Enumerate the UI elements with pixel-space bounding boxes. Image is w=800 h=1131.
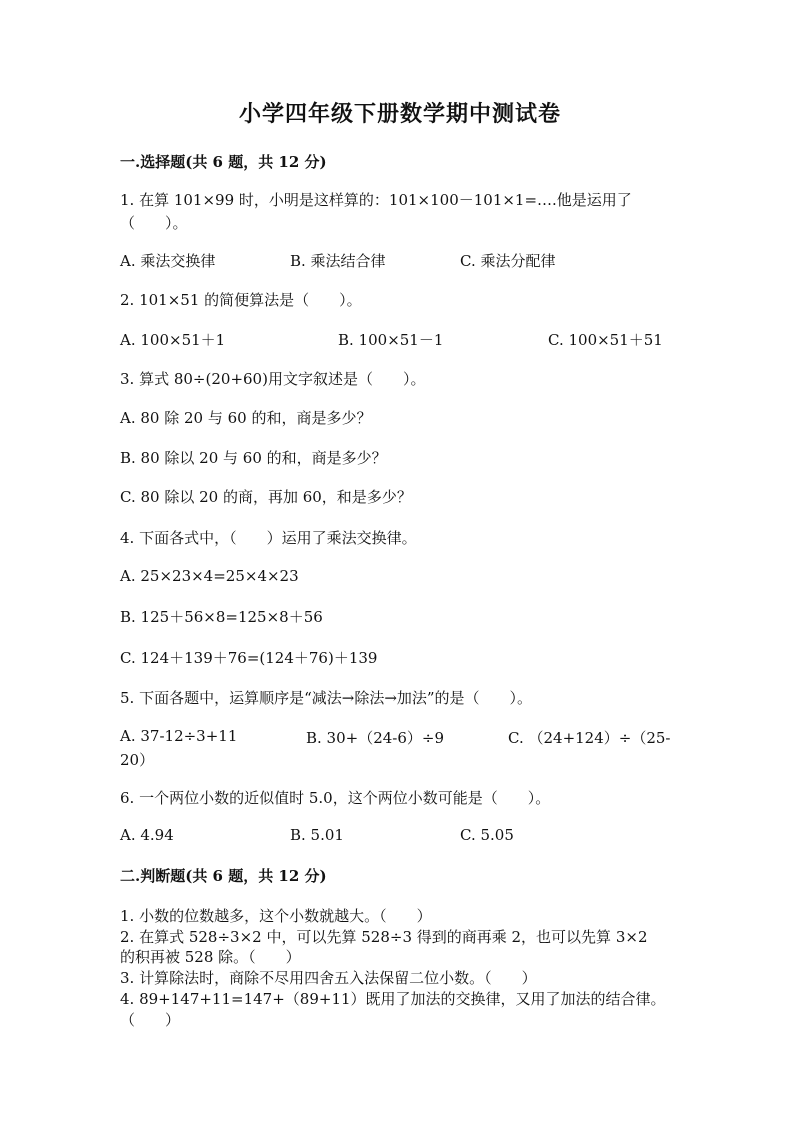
- q6-option-c: C. 5.05: [460, 826, 514, 844]
- q2-text: 2. 101×51 的简便算法是（ ）。: [120, 291, 362, 309]
- q1-option-a: A. 乘法交换律: [120, 252, 216, 270]
- q5-option-a: A. 37-12÷3+11: [120, 727, 238, 745]
- q3-option-c: C. 80 除以 20 的商，再加 60，和是多少？: [120, 488, 412, 506]
- q4-text: 4. 下面各式中，（ ）运用了乘法交换律。: [120, 529, 417, 547]
- q4-option-c: C. 124＋139＋76=(124＋76)＋139: [120, 649, 378, 667]
- judge-item-2: 2. 在算式 528÷3×2 中，可以先算 528÷3 得到的商再乘 2，也可以先算 3×2: [120, 928, 648, 946]
- q1-text-line2: （ ）。: [120, 214, 188, 232]
- q4-option-a: A. 25×23×4=25×4×23: [120, 567, 299, 585]
- section-1-heading: 一.选择题(共 6 题，共 12 分): [120, 153, 327, 171]
- page-title: 小学四年级下册数学期中测试卷: [238, 101, 561, 127]
- q6-option-a: A. 4.94: [120, 826, 174, 844]
- q1-text-line1: 1. 在算 101×99 时，小明是这样算的：101×100－101×1=….他是运用了: [120, 191, 632, 209]
- q3-text: 3. 算式 80÷(20+60)用文字叙述是（ ）。: [120, 370, 426, 388]
- q2-option-c: C. 100×51＋51: [548, 331, 663, 349]
- q6-text: 6. 一个两位小数的近似值时 5.0，这个两位小数可能是（ ）。: [120, 789, 551, 807]
- q1-option-c: C. 乘法分配律: [460, 252, 556, 270]
- judge-item-4: 4. 89+147+11=147+（89+11）既用了加法的交换律，又用了加法的结合律。: [120, 990, 666, 1008]
- q2-option-a: A. 100×51＋1: [120, 331, 226, 349]
- q5-text: 5. 下面各题中，运算顺序是“减法→除法→加法”的是（ ）。: [120, 689, 533, 707]
- q5-option-b: B. 30+（24-6）÷9: [306, 729, 445, 747]
- judge-item-4-continued: （ ）: [120, 1011, 181, 1029]
- judge-item-2-continued: 的积再被 528 除。（ ）: [120, 948, 301, 966]
- q3-option-b: B. 80 除以 20 与 60 的和，商是多少？: [120, 449, 387, 467]
- q5-option-c-continued: 20）: [120, 751, 155, 769]
- judge-item-1: 1. 小数的位数越多，这个小数就越大。（ ）: [120, 907, 432, 925]
- q3-option-a: A. 80 除 20 与 60 的和，商是多少？: [120, 409, 372, 427]
- q1-option-b: B. 乘法结合律: [290, 252, 386, 270]
- q5-option-c: C. （24+124）÷（25-: [508, 729, 671, 747]
- section-2-heading: 二.判断题(共 6 题，共 12 分): [120, 867, 327, 885]
- q6-option-b: B. 5.01: [290, 826, 344, 844]
- q4-option-b: B. 125＋56×8=125×8＋56: [120, 608, 323, 626]
- q2-option-b: B. 100×51－1: [338, 331, 444, 349]
- judge-item-3: 3. 计算除法时，商除不尽用四舍五入法保留二位小数。（ ）: [120, 969, 537, 987]
